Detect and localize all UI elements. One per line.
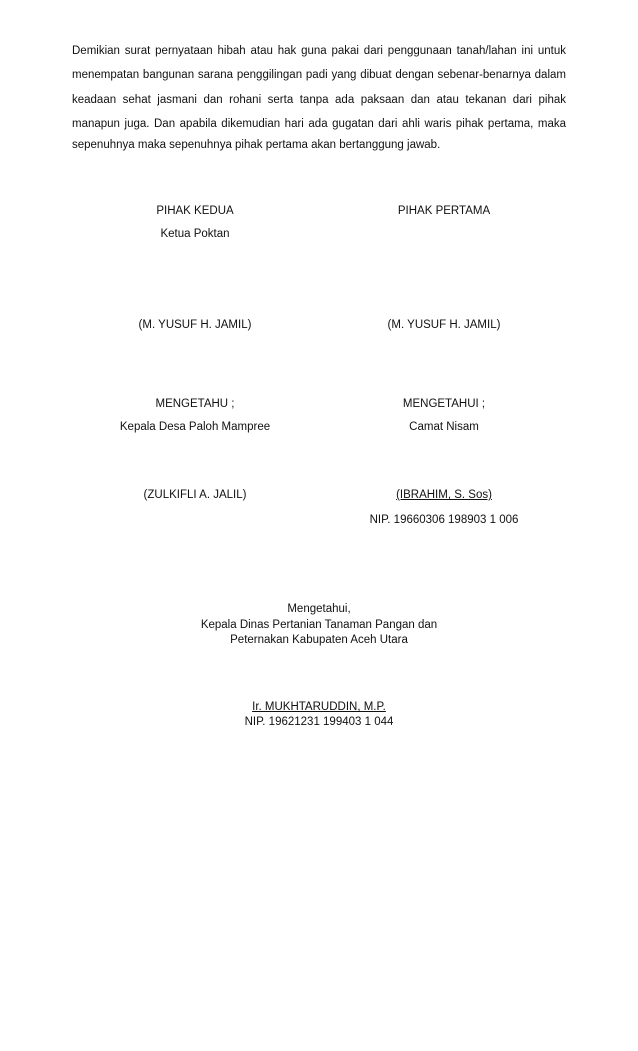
- paragraph-line: menempatan bangunan sarana penggilingan padi yang dibuat dengan sebenar-benarnya dalam: [72, 69, 566, 81]
- witness-left-name: (ZULKIFLI A. JALIL): [143, 489, 247, 501]
- party-left-name: (M. YUSUF H. JAMIL): [138, 319, 252, 331]
- paragraph-line: keadaan sehat jasmani dan rohani serta tanpa ada paksaan dan atau tekanan dari pihak: [72, 94, 566, 106]
- bottom-role-line2: Peternakan Kabupaten Aceh Utara: [230, 634, 408, 646]
- bottom-title: Mengetahui,: [287, 603, 351, 615]
- witness-right-title: MENGETAHUI ;: [402, 398, 486, 410]
- bottom-nip: NIP. 19621231 199403 1 044: [244, 716, 394, 728]
- party-right-name: (M. YUSUF H. JAMIL): [387, 319, 501, 331]
- witness-left-role: Kepala Desa Paloh Mampree: [119, 421, 271, 433]
- bottom-role-line1: Kepala Dinas Pertanian Tanaman Pangan dan: [200, 619, 438, 631]
- witness-right-name: (IBRAHIM, S. Sos): [396, 489, 492, 501]
- witness-right-nip: NIP. 19660306 198903 1 006: [369, 514, 519, 526]
- party-left-title: PIHAK KEDUA: [156, 205, 234, 217]
- party-left-role: Ketua Poktan: [160, 228, 230, 240]
- party-right-title: PIHAK PERTAMA: [397, 205, 491, 217]
- paragraph-line: manapun juga. Dan apabila dikemudian hari ada gugatan dari ahli waris pihak pertama, maka: [72, 118, 566, 130]
- paragraph-line: Demikian surat pernyataan hibah atau hak guna pakai dari penggunaan tanah/lahan ini untuk: [72, 45, 566, 57]
- witness-left-title: MENGETAHU ;: [155, 398, 235, 410]
- bottom-name: Ir. MUKHTARUDDIN, M.P.: [252, 701, 386, 713]
- paragraph-line: sepenuhnya maka sepenuhnya pihak pertama akan bertanggung jawab.: [72, 139, 441, 151]
- witness-right-role: Camat Nisam: [409, 421, 479, 433]
